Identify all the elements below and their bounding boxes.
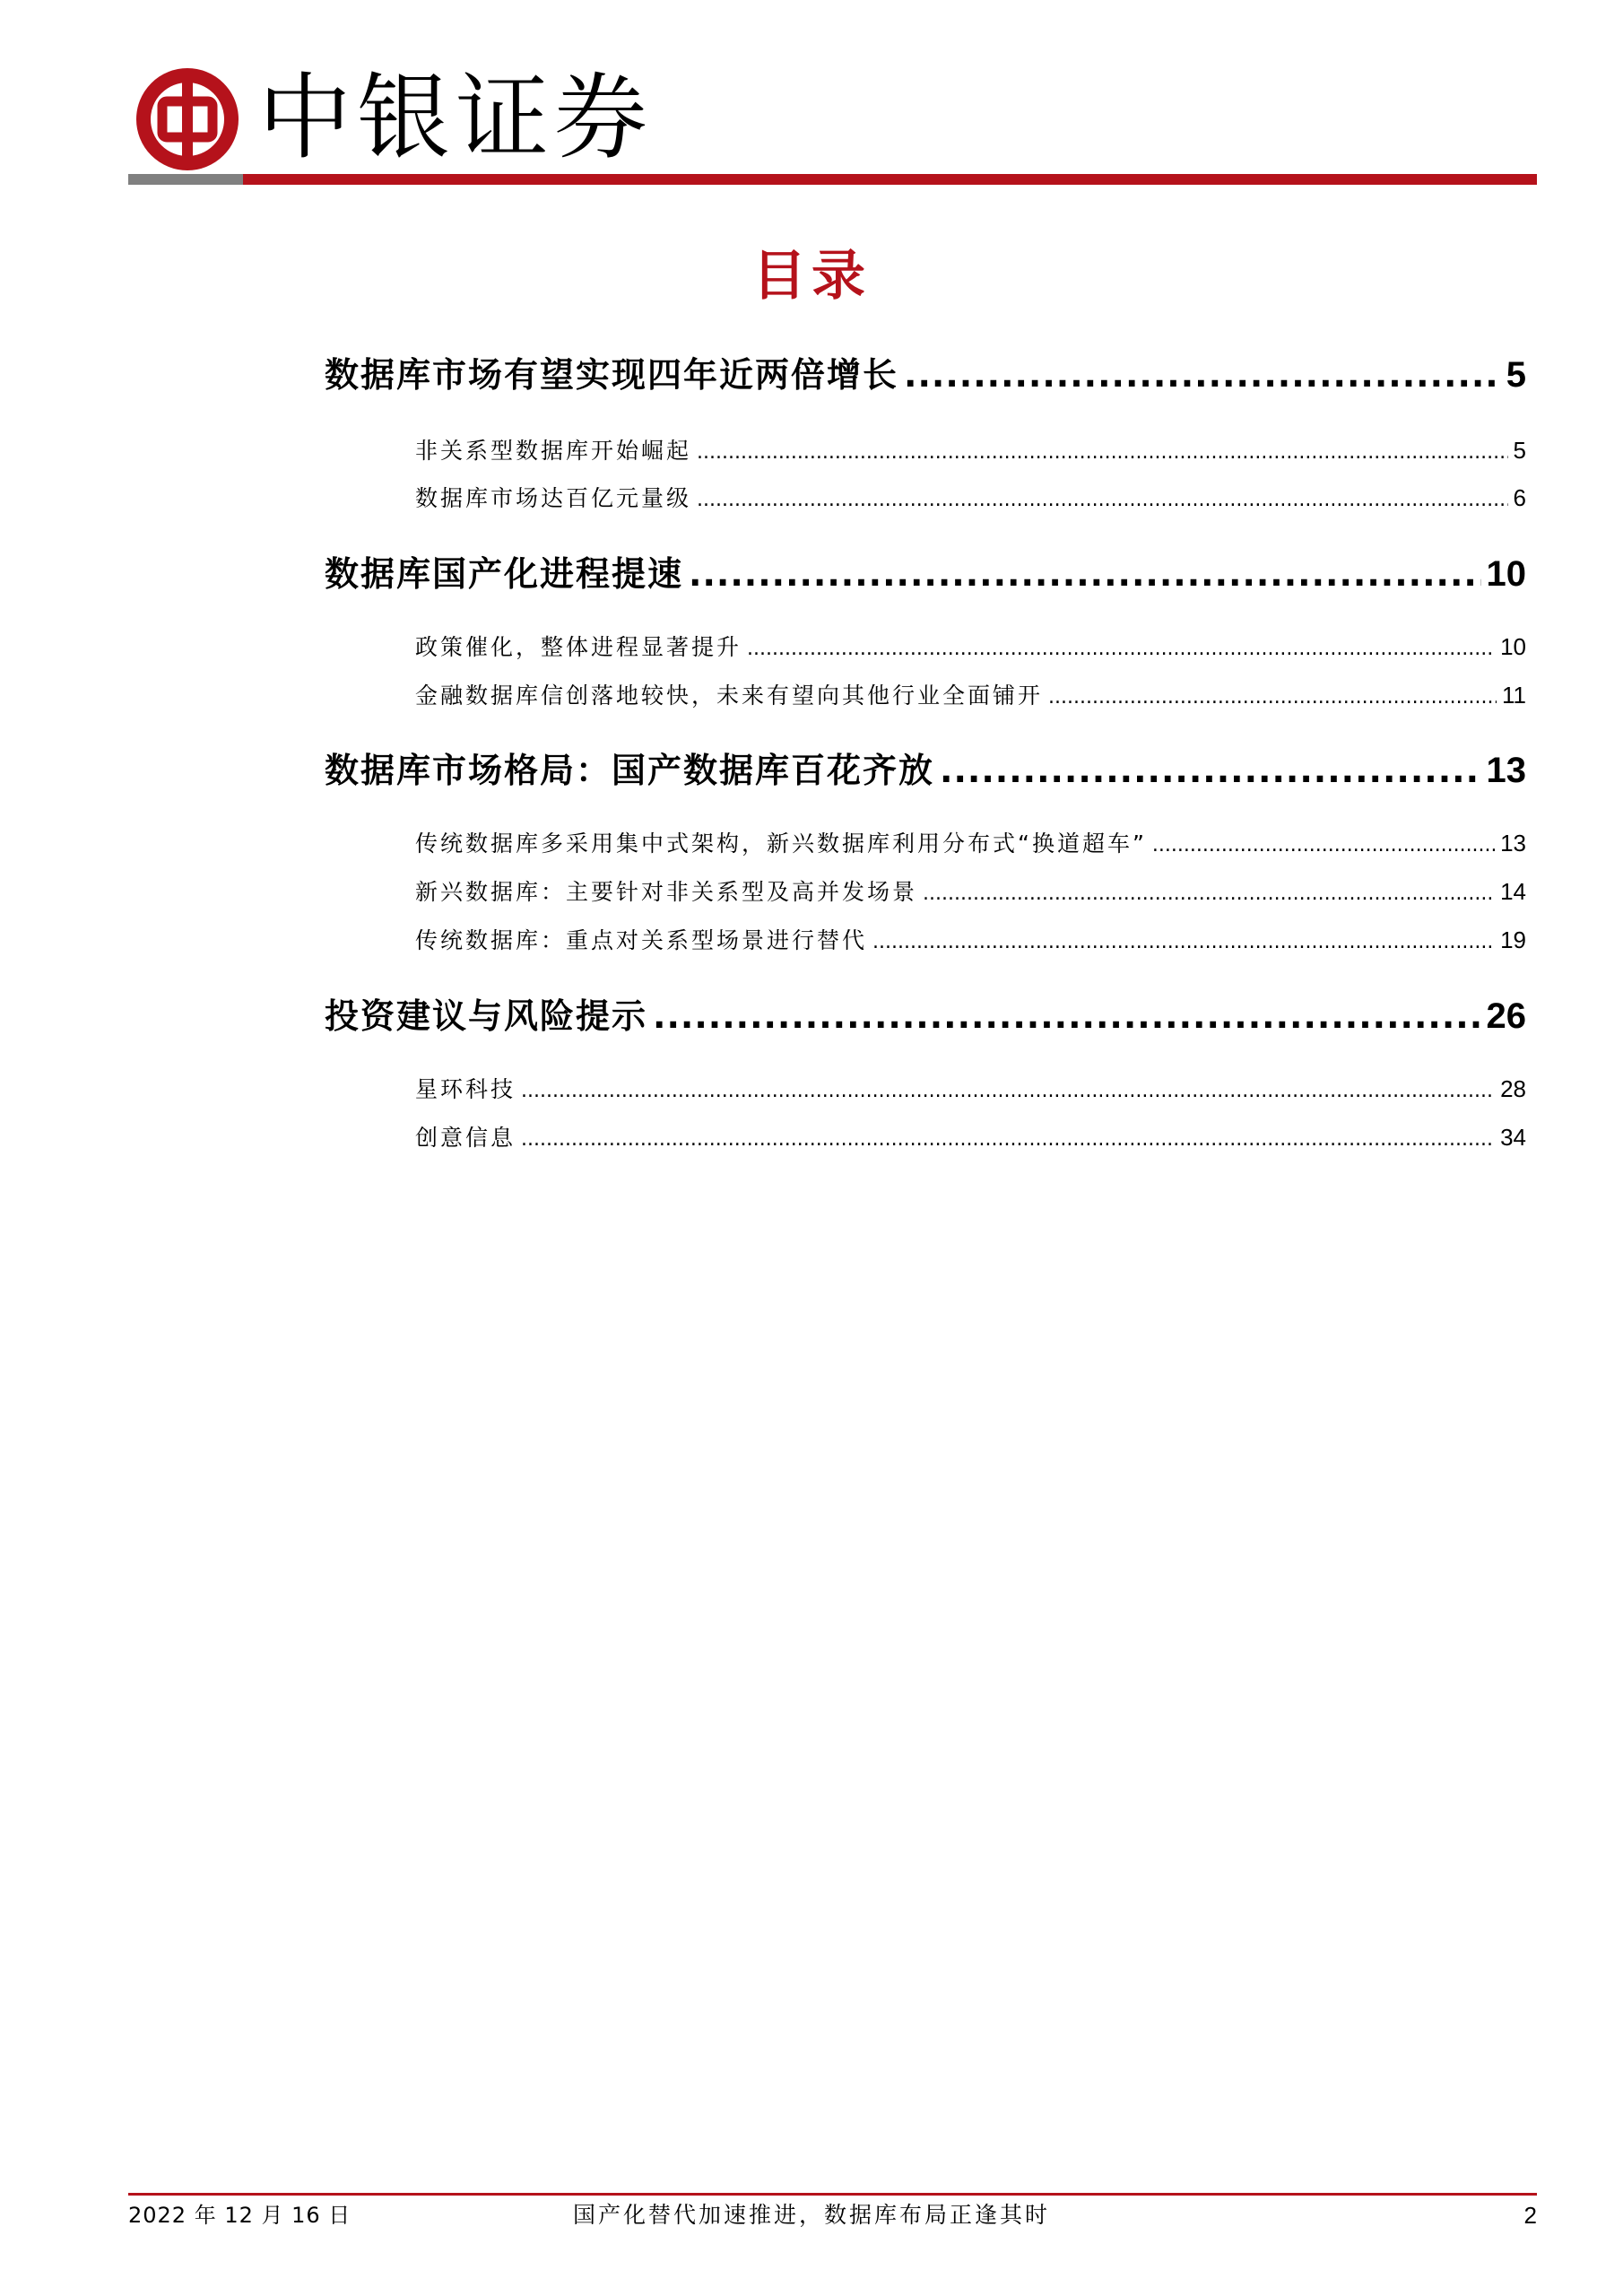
dot-leader bbox=[747, 633, 1495, 665]
dot-leader bbox=[697, 484, 1508, 517]
toc-subsection-2-1[interactable] bbox=[415, 631, 1526, 665]
toc-subsection-title: 传统数据库：重点对关系型场景进行替代 bbox=[415, 927, 868, 953]
toc-subsection-2-2[interactable] bbox=[415, 679, 1526, 714]
dot-leader bbox=[689, 552, 1480, 596]
toc-section-1[interactable] bbox=[325, 352, 1526, 397]
toc-page-number: 10 bbox=[1486, 554, 1526, 594]
toc-subsection-1-1[interactable] bbox=[415, 434, 1526, 469]
toc-section-title: 数据库市场格局：国产数据库百花齐放 bbox=[325, 751, 935, 790]
toc-title: 目录 bbox=[752, 245, 871, 308]
toc-subsection-3-1[interactable] bbox=[415, 827, 1526, 862]
footer-date: 2022 年 12 月 16 日 bbox=[128, 2203, 352, 2228]
toc-subsection-title: 传统数据库多采用集中式架构，新兴数据库利用分布式“换道超车” bbox=[415, 831, 1147, 857]
toc-subsection-title: 星环科技 bbox=[415, 1076, 516, 1102]
toc-page-number: 10 bbox=[1500, 633, 1526, 660]
footer-report-title: 国产化替代加速推进，数据库布局正逢其时 bbox=[572, 2202, 1050, 2228]
header-rule-red bbox=[243, 174, 1537, 185]
toc-subsection-title: 数据库市场达百亿元量级 bbox=[415, 485, 692, 511]
dot-leader bbox=[872, 926, 1495, 959]
toc-section-title: 数据库国产化进程提速 bbox=[325, 554, 684, 594]
toc-section-title: 投资建议与风险提示 bbox=[325, 996, 648, 1036]
dot-leader bbox=[940, 748, 1480, 793]
toc-page-number: 11 bbox=[1502, 682, 1526, 709]
toc-page-number: 34 bbox=[1500, 1124, 1526, 1151]
toc-subsection-1-2[interactable] bbox=[415, 482, 1526, 517]
footer-rule bbox=[128, 2193, 1537, 2196]
toc-subsection-3-3[interactable] bbox=[415, 924, 1526, 959]
toc-section-3[interactable] bbox=[325, 748, 1526, 793]
dot-leader bbox=[697, 437, 1508, 469]
dot-leader bbox=[923, 878, 1495, 910]
toc-subsection-4-1[interactable] bbox=[415, 1073, 1526, 1108]
dot-leader bbox=[653, 994, 1480, 1039]
toc-subsection-title: 新兴数据库：主要针对非关系型及高并发场景 bbox=[415, 879, 918, 905]
toc-section-4[interactable] bbox=[325, 994, 1526, 1039]
toc-subsection-4-2[interactable] bbox=[415, 1121, 1526, 1156]
toc-page-number: 28 bbox=[1500, 1075, 1526, 1102]
toc-subsection-title: 政策催化，整体进程显著提升 bbox=[415, 634, 742, 660]
toc-page-number: 26 bbox=[1486, 996, 1526, 1036]
toc-subsection-title: 金融数据库信创落地较快，未来有望向其他行业全面铺开 bbox=[415, 683, 1044, 709]
toc-page-number: 13 bbox=[1486, 751, 1526, 790]
toc-section-2[interactable] bbox=[325, 552, 1526, 596]
toc-section-title: 数据库市场有望实现四年近两倍增长 bbox=[325, 355, 899, 395]
header-rule-grey bbox=[128, 174, 243, 185]
bank-of-china-logo-icon bbox=[136, 68, 239, 170]
toc-subsection-title: 非关系型数据库开始崛起 bbox=[415, 438, 692, 464]
toc-subsection-title: 创意信息 bbox=[415, 1125, 516, 1151]
toc-page-number: 13 bbox=[1500, 830, 1526, 857]
dot-leader bbox=[521, 1124, 1495, 1156]
footer-page-number: 2 bbox=[1523, 2202, 1537, 2229]
dot-leader bbox=[904, 352, 1501, 397]
toc-page-number: 6 bbox=[1513, 484, 1526, 511]
brand-name: 中银证券 bbox=[258, 63, 654, 172]
toc-page-number: 5 bbox=[1513, 437, 1526, 464]
toc-subsection-3-2[interactable] bbox=[415, 875, 1526, 910]
dot-leader bbox=[1048, 682, 1497, 714]
dot-leader bbox=[1152, 830, 1495, 862]
toc-page-number: 14 bbox=[1500, 878, 1526, 905]
toc-page-number: 19 bbox=[1500, 926, 1526, 953]
toc-page-number: 5 bbox=[1506, 355, 1526, 395]
dot-leader bbox=[521, 1075, 1495, 1108]
